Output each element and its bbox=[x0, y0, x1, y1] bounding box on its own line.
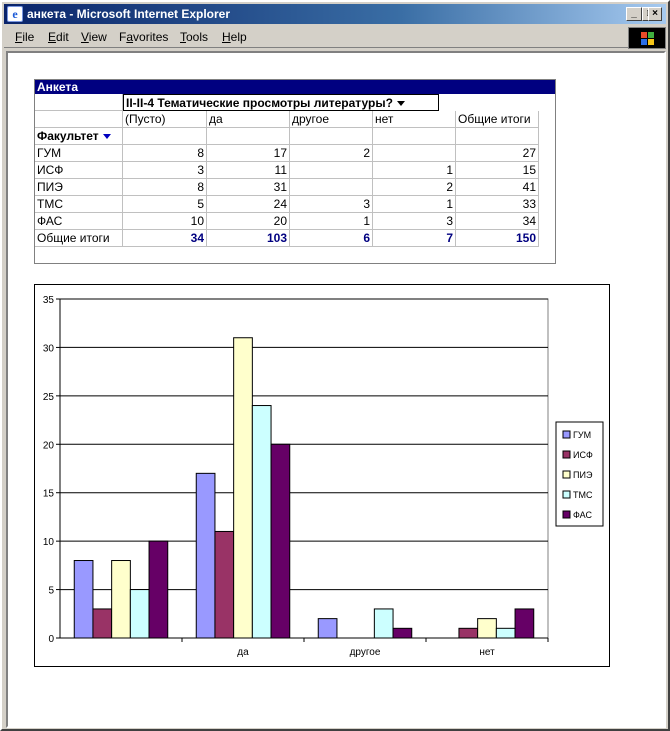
row-label: ТМС bbox=[35, 196, 123, 213]
bar-ФАС bbox=[149, 541, 168, 638]
bar-ГУМ bbox=[196, 473, 215, 638]
bar-ТМС bbox=[130, 590, 149, 638]
data-cell: 24 bbox=[207, 196, 290, 213]
bar-ГУМ bbox=[318, 619, 337, 638]
data-cell: 17 bbox=[207, 145, 290, 162]
bar-ИСФ bbox=[215, 531, 234, 638]
row-field-dropdown[interactable]: Факультет bbox=[35, 128, 123, 145]
data-cell: 8 bbox=[123, 145, 207, 162]
data-cell: 20 bbox=[207, 213, 290, 230]
data-cell: 27 bbox=[456, 145, 539, 162]
row-label: ФАС bbox=[35, 213, 123, 230]
data-cell: 5 bbox=[123, 196, 207, 213]
data-cell: 15 bbox=[456, 162, 539, 179]
column-header: нет bbox=[373, 111, 456, 128]
bar-ПИЭ bbox=[112, 561, 131, 638]
pivot-blank bbox=[290, 128, 373, 145]
x-tick-label: нет bbox=[479, 647, 495, 658]
bar-chart bbox=[34, 284, 610, 667]
legend-label: ПИЭ bbox=[573, 470, 593, 480]
page-content bbox=[6, 51, 666, 728]
column-header: другое bbox=[290, 111, 373, 128]
bar-ФАС bbox=[515, 609, 534, 638]
title-bar[interactable] bbox=[4, 4, 666, 24]
bar-ПИЭ bbox=[478, 619, 497, 638]
bar-ТМС bbox=[496, 628, 515, 638]
legend-swatch bbox=[563, 491, 570, 498]
data-cell: 34 bbox=[456, 213, 539, 230]
bar-ИСФ bbox=[459, 628, 478, 638]
data-cell: 2 bbox=[290, 145, 373, 162]
plot-area bbox=[60, 299, 548, 638]
page-field-dropdown[interactable]: II-II-4 Тематические просмотры литературы? bbox=[123, 94, 439, 111]
data-cell: 1 bbox=[373, 162, 456, 179]
row-label: ГУМ bbox=[35, 145, 123, 162]
pivot-blank bbox=[207, 128, 290, 145]
data-cell: 1 bbox=[373, 196, 456, 213]
legend-label: ИСФ bbox=[573, 450, 593, 460]
data-cell bbox=[373, 145, 456, 162]
dropdown-arrow-icon[interactable] bbox=[397, 101, 405, 106]
data-cell: 11 bbox=[207, 162, 290, 179]
bar-ТМС bbox=[374, 609, 393, 638]
legend-label: ТМС bbox=[573, 490, 593, 500]
total-cell: 34 bbox=[123, 230, 207, 247]
pivot-title: Анкета bbox=[35, 80, 555, 94]
x-tick-label: другое bbox=[349, 647, 381, 658]
y-tick-label: 5 bbox=[48, 585, 54, 597]
legend-swatch bbox=[563, 511, 570, 518]
data-cell: 3 bbox=[373, 213, 456, 230]
data-cell: 8 bbox=[123, 179, 207, 196]
legend-label: ФАС bbox=[573, 510, 592, 520]
legend-swatch bbox=[563, 431, 570, 438]
total-cell: 6 bbox=[290, 230, 373, 247]
column-header: (Пусто) bbox=[123, 111, 207, 128]
menu-bar bbox=[4, 26, 666, 48]
data-cell bbox=[290, 179, 373, 196]
windows-logo-icon bbox=[628, 27, 666, 49]
data-cell bbox=[290, 162, 373, 179]
column-header: Общие итоги bbox=[456, 111, 539, 128]
bar-ИСФ bbox=[93, 609, 112, 638]
data-cell: 2 bbox=[373, 179, 456, 196]
legend-label: ГУМ bbox=[573, 430, 592, 440]
menu-help[interactable]: Help bbox=[222, 30, 247, 44]
bar-ТМС bbox=[252, 406, 271, 638]
row-label: ПИЭ bbox=[35, 179, 123, 196]
menu-file[interactable]: File bbox=[15, 30, 35, 44]
y-tick-label: 15 bbox=[42, 488, 54, 500]
row-label: ИСФ bbox=[35, 162, 123, 179]
data-cell: 3 bbox=[290, 196, 373, 213]
minimize-button[interactable]: _ bbox=[626, 7, 642, 21]
window-title: анкета - Microsoft Internet Explorer bbox=[27, 7, 231, 21]
column-header: да bbox=[207, 111, 290, 128]
y-tick-label: 10 bbox=[42, 537, 54, 549]
data-cell: 10 bbox=[123, 213, 207, 230]
menu-view[interactable]: View bbox=[81, 30, 107, 44]
bar-ФАС bbox=[271, 444, 290, 638]
total-cell: 150 bbox=[456, 230, 539, 247]
legend-swatch bbox=[563, 451, 570, 458]
bar-ГУМ bbox=[74, 561, 93, 638]
y-tick-label: 35 bbox=[42, 295, 54, 306]
y-tick-label: 30 bbox=[42, 343, 54, 355]
data-cell: 41 bbox=[456, 179, 539, 196]
pivot-blank bbox=[123, 128, 207, 145]
x-tick-label: да bbox=[237, 647, 249, 658]
pivot-blank bbox=[456, 128, 539, 145]
dropdown-arrow-icon[interactable] bbox=[103, 134, 111, 139]
chart-svg bbox=[35, 285, 611, 668]
pivot-blank bbox=[373, 128, 456, 145]
data-cell: 31 bbox=[207, 179, 290, 196]
ie-icon: e bbox=[7, 6, 23, 22]
menu-tools[interactable]: Tools bbox=[180, 30, 209, 44]
data-cell: 1 bbox=[290, 213, 373, 230]
y-tick-label: 20 bbox=[42, 440, 54, 452]
data-cell: 33 bbox=[456, 196, 539, 213]
y-tick-label: 0 bbox=[48, 634, 54, 645]
data-cell: 3 bbox=[123, 162, 207, 179]
menu-favorites[interactable]: Favorites bbox=[119, 30, 169, 44]
bar-ПИЭ bbox=[234, 338, 253, 638]
y-tick-label: 25 bbox=[42, 391, 54, 403]
bar-ФАС bbox=[393, 628, 412, 638]
pivot-corner bbox=[35, 94, 123, 111]
close-button[interactable]: × bbox=[648, 7, 662, 21]
totals-label: Общие итоги bbox=[35, 230, 123, 247]
pivot-blank bbox=[35, 111, 123, 128]
total-cell: 103 bbox=[207, 230, 290, 247]
pivot-table bbox=[34, 79, 556, 264]
legend-swatch bbox=[563, 471, 570, 478]
menu-edit[interactable]: Edit bbox=[48, 30, 69, 44]
total-cell: 7 bbox=[373, 230, 456, 247]
